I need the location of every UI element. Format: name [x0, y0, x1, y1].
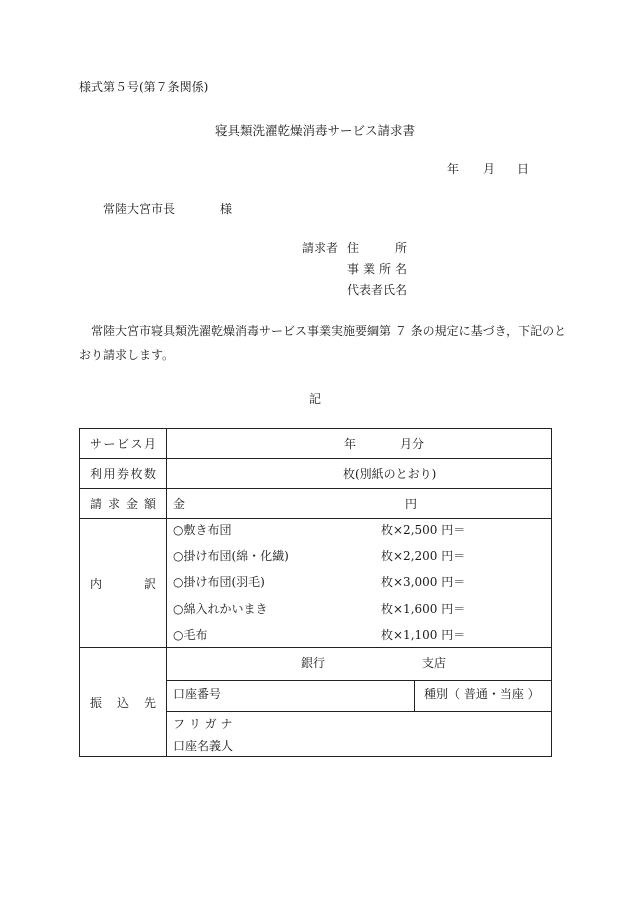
address-label: 住 所 [347, 241, 407, 255]
ki-marker: 記 [308, 392, 321, 406]
breakdown-item-name: ○掛け布団(羽毛) [173, 575, 265, 589]
service-month-label: サ ー ビ ス 月 [90, 437, 156, 451]
furigana-label: フ リ ガ ナ [173, 717, 233, 731]
table-rule [80, 488, 551, 489]
amount-prefix: 金 [173, 497, 186, 511]
bank-label: 銀行 [301, 656, 326, 670]
breakdown-label: 内 訳 [90, 577, 156, 591]
breakdown-item-name: ○毛布 [173, 628, 208, 642]
breakdown-item-calc: 枚×2,500 円＝ [381, 523, 466, 537]
breakdown-item-calc: 枚×3,000 円＝ [381, 575, 466, 589]
table-divider [414, 680, 415, 711]
breakdown-item-calc: 枚×2,200 円＝ [381, 549, 466, 563]
table-rule [166, 680, 551, 681]
amount-label: 請 求 金 額 [90, 497, 156, 511]
table-rule [80, 458, 551, 459]
tickets-label: 利 用 券 枚 数 [90, 467, 156, 481]
breakdown-item-calc: 枚×1,600 円＝ [381, 602, 466, 616]
requester-label: 請求者 [302, 241, 339, 255]
account-number-label: 口座番号 [173, 687, 222, 701]
table-rule [80, 518, 551, 519]
breakdown-item-name: ○敷き布団 [173, 523, 232, 537]
office-name-label: 事 業 所 名 [347, 262, 407, 276]
table-rule [166, 711, 551, 712]
service-year: 年 [344, 437, 357, 451]
transfer-label: 振 込 先 [90, 696, 156, 710]
body-text-line1: 常陸大宮市寝具類洗濯乾燥消毒サービス事業実施要綱第 ７ 条の規定に基づき，下記のと [91, 324, 567, 338]
representative-label: 代表者氏名 [347, 283, 408, 297]
addressee-name: 常陸大宮市長 [103, 202, 176, 216]
date-month: 月 [483, 162, 496, 176]
table-rule [80, 647, 551, 648]
branch-label: 支店 [422, 656, 447, 670]
service-month-unit: 月分 [400, 437, 425, 451]
tickets-value: 枚(別紙のとおり) [343, 467, 437, 481]
date-day: 日 [517, 162, 530, 176]
page-title: 寝具類洗濯乾燥消毒サービス請求書 [214, 123, 415, 138]
date-year: 年 [447, 162, 460, 176]
breakdown-item-name: ○掛け布団(綿・化繊) [173, 549, 289, 563]
addressee-honorific: 様 [220, 202, 233, 216]
breakdown-item-calc: 枚×1,100 円＝ [381, 628, 466, 642]
amount-unit: 円 [405, 497, 418, 511]
account-holder-label: 口座名義人 [173, 739, 234, 753]
invoice-table [79, 428, 552, 757]
account-type-label: 種別（ 普通・当座 ） [424, 687, 540, 701]
form-number: 様式第５号(第７条関係) [79, 80, 209, 94]
table-divider [166, 429, 167, 756]
breakdown-item-name: ○綿入れかいまき [173, 602, 268, 616]
body-text-line2: おり請求します。 [79, 348, 175, 362]
